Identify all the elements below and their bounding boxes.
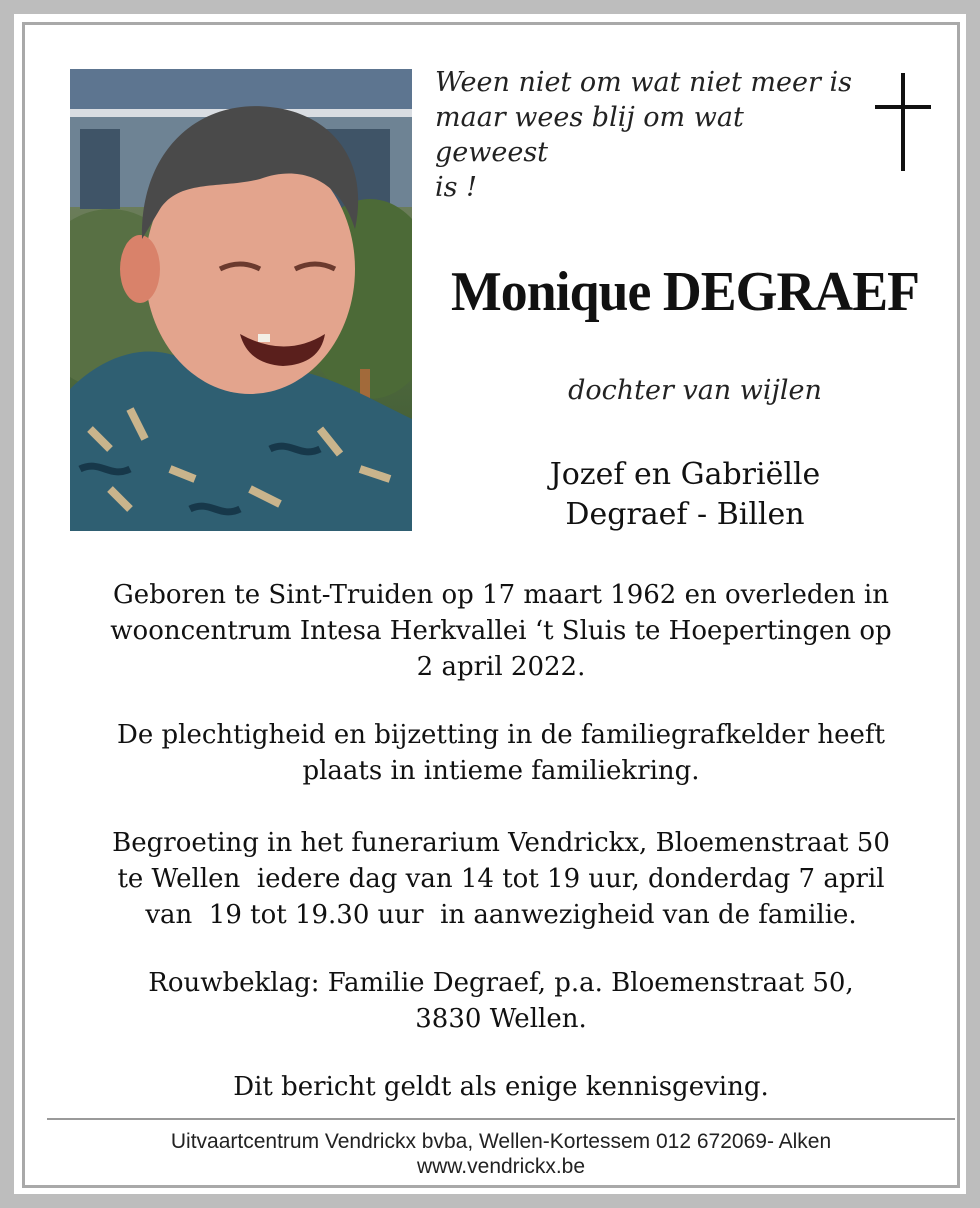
- quote-line: is !: [435, 172, 477, 203]
- text-line: te Wellen iedere dag van 14 tot 19 uur, donderdag 7 april: [117, 864, 885, 894]
- quote-line: maar wees blij om wat geweest: [435, 102, 744, 168]
- ceremony-paragraph: [65, 717, 937, 789]
- text-line: Rouwbeklag: Familie Degraef, p.a. Bloemenstraat 50,: [148, 968, 854, 998]
- card-border: [22, 22, 960, 1188]
- text-line: Geboren te Sint-Truiden op 17 maart 1962 en overleden in: [113, 580, 889, 610]
- text-line: 3830 Wellen.: [415, 1004, 587, 1034]
- greeting-paragraph: [65, 825, 937, 933]
- cross-icon: [875, 73, 931, 175]
- notice-paragraph: [65, 1069, 937, 1105]
- parents-line: Degraef - Billen: [565, 497, 805, 532]
- text-line: 2 april 2022.: [416, 652, 586, 682]
- text-line: plaats in intieme familiekring.: [302, 756, 700, 786]
- parents-names: [415, 455, 955, 535]
- parents-line: Jozef en Gabriëlle: [549, 457, 821, 492]
- portrait-photo: [70, 69, 412, 531]
- footer-divider: [47, 1118, 955, 1120]
- text-line: van 19 tot 19.30 uur in aanwezigheid van de familie.: [145, 900, 857, 930]
- funeral-home-footer: [47, 1129, 955, 1179]
- text-line: Dit bericht geldt als enige kennisgeving.: [233, 1072, 769, 1102]
- footer-company: Uitvaartcentrum Vendrickx bvba, Wellen-Kortessem 012 672069- Alken: [170, 1130, 832, 1153]
- text-line: Begroeting in het funerarium Vendrickx, Bloemenstraat 50: [112, 828, 890, 858]
- text-line: wooncentrum Intesa Herkvallei ‘t Sluis te Hoepertingen op: [110, 616, 892, 646]
- death-notice-card: [14, 14, 966, 1194]
- birth-death-paragraph: [65, 577, 937, 685]
- text-line: De plechtigheid en bijzetting in de familiegrafkelder heeft: [117, 720, 885, 750]
- footer-website-link[interactable]: www.vendrickx.be: [416, 1155, 586, 1178]
- deceased-name: Monique DEGRAEF: [451, 261, 919, 323]
- relation-text: dochter van wijlen: [568, 375, 822, 406]
- condolences-paragraph: [65, 965, 937, 1037]
- memorial-quote: [435, 65, 855, 205]
- quote-line: Ween niet om wat niet meer is: [435, 67, 852, 98]
